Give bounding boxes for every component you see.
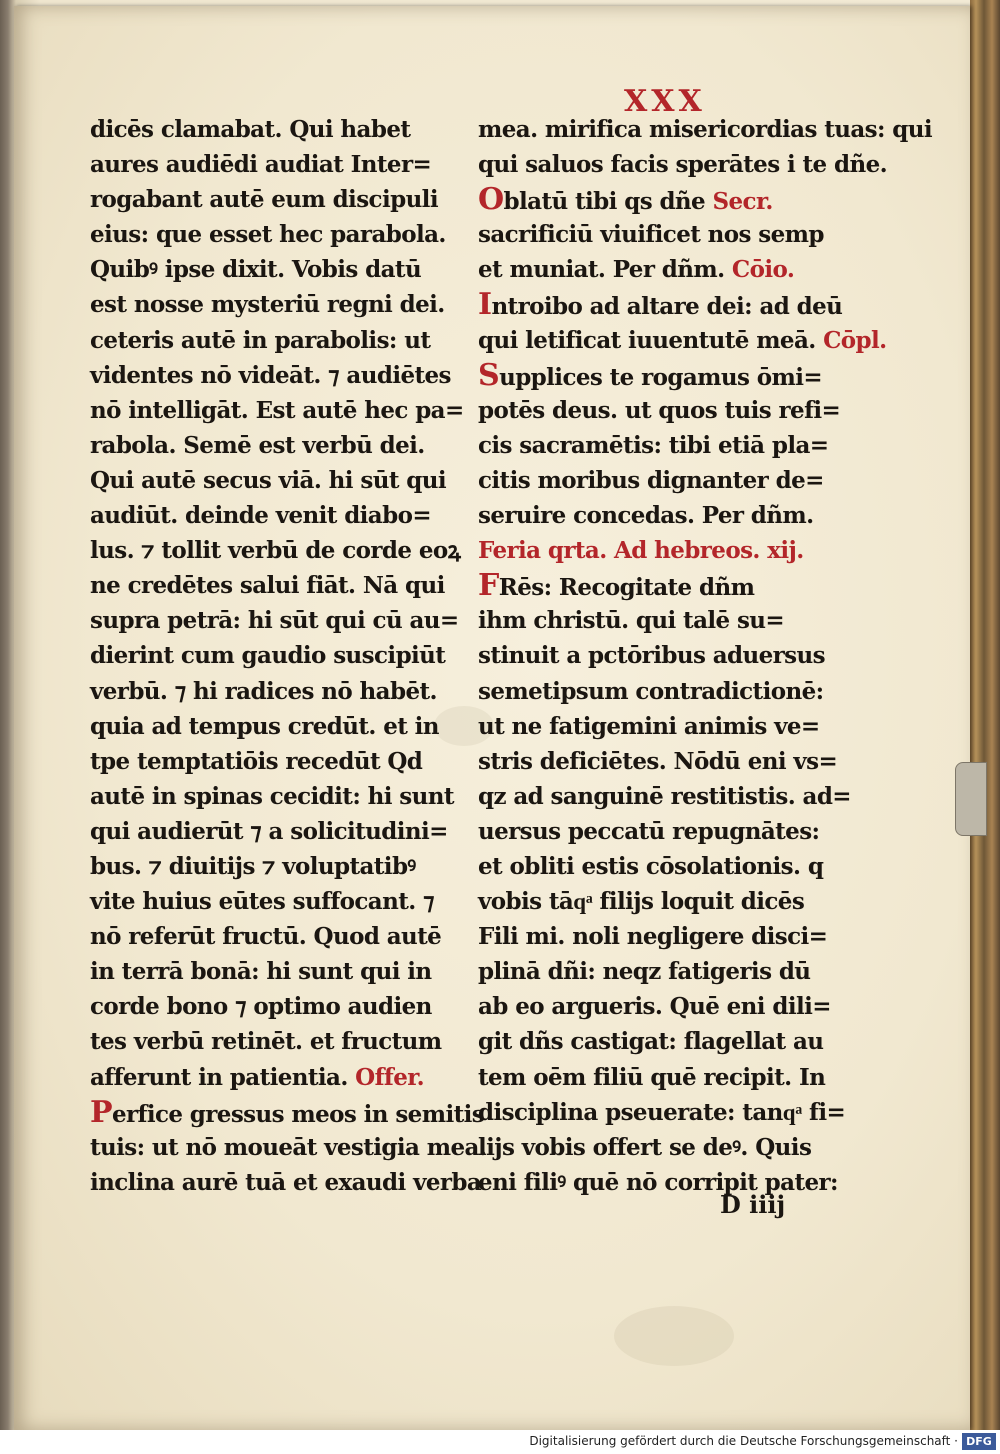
footer-credit: Digitalisierung gefördert durch die Deutsche Forschungsgemeinschaft · xyxy=(529,1434,958,1448)
rubric-initial: S xyxy=(478,357,500,393)
right-column-line: Fili mi. noli negligere disci= xyxy=(478,923,828,951)
signature-mark: D iiij xyxy=(720,1190,786,1219)
left-column-line: qui audierūt ⁊ a solicitudini= xyxy=(90,817,448,845)
left-column-line: tes verbū retinēt. et fructum xyxy=(90,1028,442,1056)
rubric-initial: I xyxy=(478,287,492,323)
right-column-line: stinuit a pctōribus aduersus xyxy=(478,642,825,670)
right-column-line: seruire concedas. Per dñm. xyxy=(478,502,814,530)
right-column-line: et obliti estis cōsolationis. q xyxy=(478,852,824,880)
left-column-line: aures audiēdi audiat Inter= xyxy=(90,151,432,179)
right-column-line: vobis tāqͣ filijs loquit dicēs xyxy=(478,888,805,916)
right-column-line: eni filiꝰ quē nō corripit pater: xyxy=(478,1168,838,1196)
right-column-line: potēs deus. ut quos tuis refi= xyxy=(478,396,841,424)
right-column-line: qui letificat iuuentutē meā. Cōpl. xyxy=(478,326,887,354)
left-column-line: tuis: ut nō moueāt vestigia mea. xyxy=(90,1133,487,1161)
left-column-line: inclina aurē tuā et exaudi verba xyxy=(90,1168,482,1196)
right-column-line: ihm christū. qui talē su= xyxy=(478,607,785,635)
right-column-line: mea. mirifica misericordias tuas: qui xyxy=(478,116,933,143)
right-column-line: ut ne fatigemini animis ve= xyxy=(478,712,820,740)
left-column-line: est nosse mysteriū regni dei. xyxy=(90,291,445,319)
right-column-line: tem oēm filiū quē recipit. In xyxy=(478,1063,826,1091)
right-column-line: citis moribus dignanter de= xyxy=(478,466,824,494)
right-column-line: stris deficiētes. Nōdū eni vs= xyxy=(478,747,838,775)
right-column-line: Feria qrta. Ad hebreos. xij. xyxy=(478,537,804,565)
right-column-line: ab eo argueris. Quē eni dili= xyxy=(478,993,831,1021)
left-column-line: bus. ⁊ diuitijs ⁊ voluptatibꝰ xyxy=(90,852,416,880)
right-column-line: qz ad sanguinē restitistis. ad= xyxy=(478,782,851,810)
right-column-line: disciplina pseuerate: tanqͣ fi= xyxy=(478,1098,846,1126)
rubric-label: Cōpl. xyxy=(823,326,887,354)
page-tab-marker[interactable] xyxy=(955,762,987,836)
left-column-line: videntes nō videāt. ⁊ audiētes xyxy=(90,361,451,389)
rubric-initial: O xyxy=(478,182,504,218)
rubric-label: Cōio. xyxy=(731,256,795,284)
left-column-line: audiūt. deinde venit diabo= xyxy=(90,502,432,530)
right-column-line: cis sacramētis: tibi etiā pla= xyxy=(478,431,829,459)
page-edge-stack xyxy=(970,0,1000,1454)
left-column-line: dicēs clamabat. Qui habet xyxy=(90,116,411,143)
rubric-initial: P xyxy=(90,1094,112,1130)
footer-bar xyxy=(0,1430,1000,1454)
left-column-line: nō referūt fructū. Quod autē xyxy=(90,923,442,951)
right-column-line: Introibo ad altare dei: ad deū xyxy=(478,287,843,323)
dfg-logo[interactable]: DFG xyxy=(962,1433,996,1450)
right-column-line: sacrificiū viuificet nos semp xyxy=(478,221,824,249)
left-column-line: ne credētes salui fiāt. Nā qui xyxy=(90,572,445,600)
left-text-column xyxy=(90,112,487,1200)
left-column-line: rogabant autē eum discipuli xyxy=(90,186,438,214)
left-column-line: rabola. Semē est verbū dei. xyxy=(90,431,425,459)
left-column-line: verbū. ⁊ hi radices nō habēt. xyxy=(90,677,437,705)
right-column-line: uersus peccatū repugnātes: xyxy=(478,817,820,845)
right-column-line: git dñs castigat: flagellat au xyxy=(478,1028,824,1056)
left-column-line: in terrā bonā: hi sunt qui in xyxy=(90,958,432,986)
right-column-line: semetipsum contradictionē: xyxy=(478,677,824,705)
right-column-line: qui saluos facis sperātes i te dñe. xyxy=(478,151,888,179)
right-column-line: FRēs: Recogitate dñm xyxy=(478,568,755,604)
left-column-line: Qui autē secus viā. hi sūt qui xyxy=(90,466,446,494)
left-column-line: lus. ⁊ tollit verbū de corde eoꝝ xyxy=(90,537,461,565)
left-column-line: quia ad tempus credūt. et in xyxy=(90,712,439,740)
right-text-column xyxy=(478,112,933,1200)
left-column-line: nō intelligāt. Est autē hec pa= xyxy=(90,396,464,424)
right-column-line: lijs vobis offert se deꝰ. Quis xyxy=(478,1133,812,1161)
rubric-initial: F xyxy=(478,568,499,604)
paper-stain xyxy=(614,1306,734,1366)
right-column-line: et muniat. Per dñm. Cōio. xyxy=(478,256,795,284)
left-column-line: supra petrā: hi sūt qui cū au= xyxy=(90,607,459,635)
rubric-label: Secr. xyxy=(712,188,773,216)
left-column-line: afferunt in patientia. Offer. xyxy=(90,1063,425,1091)
folio-number: XXX xyxy=(624,84,706,119)
left-column-line: tpe temptatiōis recedūt Qd xyxy=(90,747,423,775)
left-column-line: Quibꝰ ipse dixit. Vobis datū xyxy=(90,256,422,284)
rubric-label: Offer. xyxy=(355,1063,425,1091)
right-column-line: plinā dñi: neqz fatigeris dū xyxy=(478,958,811,986)
right-column-line: Supplices te rogamus ōmi= xyxy=(478,357,823,393)
left-column-line: autē in spinas cecidit: hi sunt xyxy=(90,782,454,810)
right-column-line: Oblatū tibi qs dñe Secr. xyxy=(478,182,773,218)
left-column-line: vite huius eūtes suffocant. ⁊ xyxy=(90,888,434,916)
left-column-line: corde bono ⁊ optimo audien xyxy=(90,993,432,1021)
left-column-line: ceteris autē in parabolis: ut xyxy=(90,326,431,354)
left-column-line: Perfice gressus meos in semitis xyxy=(90,1094,485,1130)
left-column-line: eius: que esset hec parabola. xyxy=(90,221,446,249)
left-column-line: dierint cum gaudio suscipiūt xyxy=(90,642,446,670)
